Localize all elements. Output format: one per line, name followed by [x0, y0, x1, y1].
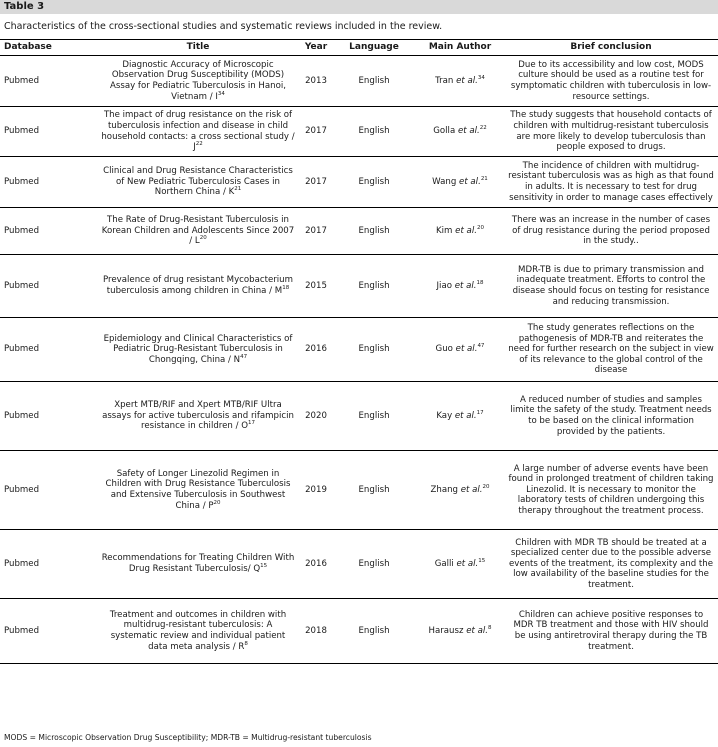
cell-title	[100, 107, 296, 156]
row-rule	[0, 663, 718, 664]
title-text: Epidemiology and Clinical Characteristics of Pediatric Drug-Resistant Tuberculosis in Chongqing, China / N	[103, 333, 293, 365]
cell-author	[412, 56, 508, 106]
conclusion-text: Children with MDR TB should be treated at a specialized center due to the possible adverse events of the treatment, its complexity and the low availability of the baseline studies for the treatment.	[508, 537, 714, 590]
title-reference: 18	[282, 285, 290, 292]
table-caption: Characteristics of the cross-sectional studies and systematic reviews included in the review.	[4, 21, 443, 32]
conclusion-text: Due to its accessibility and low cost, MODS culture should be used as a routine test for symptomatic children with tuberculosis in low-resource settings.	[510, 59, 712, 102]
author-text	[436, 411, 483, 422]
language-text: English	[358, 126, 390, 137]
year-text: 2019	[305, 484, 327, 495]
year-text: 2017	[305, 126, 327, 137]
author-text	[437, 281, 484, 292]
year-text: 2017	[305, 225, 327, 236]
author-name: Kim	[436, 225, 456, 236]
cell-author	[412, 208, 508, 254]
cell-database	[4, 451, 90, 529]
cell-year	[296, 530, 336, 598]
year-text: 2020	[305, 410, 327, 421]
cell-conclusion	[508, 530, 714, 598]
author-text	[436, 344, 485, 355]
title-reference: 15	[260, 563, 268, 570]
language-text: English	[358, 344, 390, 355]
author-etal: et al.	[455, 225, 477, 236]
conclusion-text: MDR-TB is due to primary transmission and inadequate treatment. Efforts to control the disease should focus on testing for resistance and reducing transmission.	[512, 264, 710, 307]
title-reference: 34	[217, 90, 225, 97]
cell-conclusion	[508, 208, 714, 254]
database-text: Pubmed	[4, 126, 40, 137]
author-text	[435, 559, 486, 570]
database-text: Pubmed	[4, 625, 40, 636]
database-text: Pubmed	[4, 558, 40, 569]
cell-database	[4, 318, 90, 381]
title-text	[100, 215, 296, 247]
table-footnote: MODS = Microscopic Observation Drug Susceptibility; MDR-TB = Multidrug-resistant tuberculosis	[4, 733, 372, 742]
author-reference: 8	[487, 624, 492, 631]
cell-database	[4, 157, 90, 207]
cell-title	[100, 530, 296, 598]
year-text: 2017	[305, 176, 327, 187]
cell-database	[4, 255, 90, 317]
database-text: Pubmed	[4, 176, 40, 187]
title-text	[100, 469, 296, 511]
database-text: Pubmed	[4, 344, 40, 355]
year-text: 2018	[305, 625, 327, 636]
database-text: Pubmed	[4, 484, 40, 495]
language-text: English	[358, 410, 390, 421]
author-text	[435, 76, 485, 87]
language-text: English	[358, 75, 390, 86]
cell-title	[100, 599, 296, 663]
title-text: Recommendations for Treating Children With Drug Resistant Tuberculosis/ Q	[101, 553, 295, 574]
cell-conclusion	[508, 318, 714, 381]
author-name: Kay	[436, 410, 455, 421]
author-reference: 22	[479, 125, 487, 132]
table-label: Table 3	[0, 0, 718, 14]
cell-language	[336, 56, 412, 106]
author-etal: et al.	[460, 484, 483, 495]
database-text: Pubmed	[4, 225, 40, 236]
title-text: Treatment and outcomes in children with multidrug-resistant tuberculosis: A systematic review and individual patient data meta analysis / R	[109, 609, 287, 652]
cell-conclusion	[508, 599, 714, 663]
cell-author	[412, 382, 508, 450]
author-name: Harausz	[428, 625, 467, 636]
cell-title	[100, 157, 296, 207]
author-text	[432, 177, 488, 188]
author-name: Zhang	[430, 484, 461, 495]
title-text: Clinical and Drug Resistance Characteristics of New Pediatric Tuberculosis Cases in Northern China / K	[103, 166, 293, 198]
cell-year	[296, 599, 336, 663]
author-reference: 47	[477, 343, 485, 350]
author-etal: et al.	[457, 126, 480, 137]
cell-year	[296, 56, 336, 106]
title-text: The impact of drug resistance on the risk of tuberculosis infection and disease in child household contacts: a cross sectional study / J	[101, 110, 295, 153]
cell-year	[296, 318, 336, 381]
author-name: Galli	[434, 558, 457, 569]
language-text: English	[358, 484, 390, 495]
cell-author	[412, 530, 508, 598]
title-text: The Rate of Drug-Resistant Tuberculosis in Korean Children and Adolescents Since 2007 / L	[101, 215, 295, 247]
cell-language	[336, 255, 412, 317]
title-reference: 20	[213, 499, 221, 506]
cell-database	[4, 107, 90, 156]
language-text: English	[358, 280, 390, 291]
cell-year	[296, 451, 336, 529]
title-text: Prevalence of drug resistant Mycobacterium tuberculosis among children in China / M	[103, 275, 293, 296]
database-text: Pubmed	[4, 280, 40, 291]
cell-conclusion	[508, 451, 714, 529]
cell-author	[412, 255, 508, 317]
header-year: Year	[304, 41, 328, 52]
author-name: Golla	[433, 126, 458, 137]
cell-title	[100, 451, 296, 529]
title-reference: 17	[247, 420, 255, 427]
header-title: Title	[186, 41, 210, 52]
cell-database	[4, 599, 90, 663]
cell-language	[336, 451, 412, 529]
author-reference: 18	[476, 279, 484, 286]
title-reference: 22	[195, 141, 203, 148]
cell-language	[336, 318, 412, 381]
author-etal: et al.	[454, 410, 477, 421]
cell-language	[336, 382, 412, 450]
cell-year	[296, 382, 336, 450]
title-reference: 47	[240, 353, 248, 360]
title-reference: 20	[199, 235, 207, 242]
title-text	[100, 275, 296, 296]
cell-author	[412, 318, 508, 381]
title-text: Xpert MTB/RIF and Xpert MTB/RIF Ultra assays for active tuberculosis and rifampicin resistance in children / O	[102, 400, 294, 432]
header-language: Language	[349, 41, 399, 52]
cell-author	[412, 599, 508, 663]
author-text	[433, 126, 486, 137]
author-reference: 17	[476, 409, 484, 416]
author-etal: et al.	[455, 344, 478, 355]
author-etal: et al.	[454, 280, 477, 291]
cell-year	[296, 157, 336, 207]
author-etal: et al.	[456, 75, 478, 86]
header-author: Main Author	[428, 41, 492, 52]
author-name: Jiao	[436, 280, 455, 291]
cell-conclusion	[508, 382, 714, 450]
author-reference: 21	[480, 175, 488, 182]
author-name: Wang	[432, 176, 460, 187]
language-text: English	[358, 176, 390, 187]
conclusion-text: The study generates reflections on the pathogenesis of MDR-TB and reiterates the need for further research on the subject in view of its relevance to the global control of the disease	[508, 323, 714, 376]
conclusion-text: A reduced number of studies and samples limite the safety of the study. Treatment needs to be based on the clinical information provided by the patients.	[510, 394, 712, 437]
conclusion-text: The incidence of children with multidrug-resistant tuberculosis was as high as that found in adults. It is necessary to test for drug sensitivity in order to manage cases effectively	[508, 160, 714, 203]
title-text	[100, 610, 296, 652]
conclusion-text: Children can achieve positive responses to MDR TB treatment and those with HIV should be using antiretroviral therapy during the TB treatment.	[513, 609, 709, 652]
author-etal: et al.	[459, 176, 481, 187]
title-text	[100, 166, 296, 198]
title-reference: 21	[234, 186, 242, 193]
cell-title	[100, 318, 296, 381]
year-text: 2015	[305, 280, 327, 291]
cell-title	[100, 382, 296, 450]
author-name: Guo	[435, 344, 456, 355]
cell-title	[100, 208, 296, 254]
author-text	[430, 485, 489, 496]
year-text: 2013	[305, 75, 327, 86]
title-text: Diagnostic Accuracy of Microscopic Observation Drug Susceptibility (MODS) Assay for Pediatric Tuberculosis in Hanoi, Vietnam / I	[110, 59, 286, 102]
cell-language	[336, 208, 412, 254]
conclusion-text: The study suggests that household contacts of children with multidrug-resistant tuberculosis are more likely to develop tuberculosis than people exposed to drugs.	[510, 110, 712, 153]
cell-language	[336, 107, 412, 156]
header-database: Database	[4, 41, 52, 52]
cell-author	[412, 107, 508, 156]
author-reference: 34	[477, 74, 485, 81]
language-text: English	[358, 225, 390, 236]
language-text: English	[358, 625, 390, 636]
title-text: Safety of Longer Linezolid Regimen in Children with Drug Resistance Tuberculosis and Extensive Tuberculosis in Southwest China / P	[105, 468, 291, 511]
author-etal: et al.	[456, 558, 479, 569]
database-text: Pubmed	[4, 75, 40, 86]
author-name: Tran	[435, 75, 457, 86]
cell-author	[412, 157, 508, 207]
cell-conclusion	[508, 255, 714, 317]
cell-title	[100, 255, 296, 317]
cell-year	[296, 255, 336, 317]
author-reference: 15	[478, 557, 486, 564]
cell-conclusion	[508, 157, 714, 207]
cell-year	[296, 107, 336, 156]
database-text: Pubmed	[4, 410, 40, 421]
year-text: 2016	[305, 558, 327, 569]
title-text	[100, 110, 296, 152]
cell-conclusion	[508, 56, 714, 106]
cell-conclusion	[508, 107, 714, 156]
author-reference: 20	[482, 483, 490, 490]
conclusion-text: A large number of adverse events have been found in prolonged treatment of children taking Linezolid. It is necessary to monitor the laboratory tests of children undergoing this therapy throughout the treatment process.	[508, 463, 714, 516]
author-reference: 20	[476, 224, 484, 231]
title-text	[100, 553, 296, 574]
title-text	[100, 400, 296, 432]
conclusion-text: There was an increase in the number of cases of drug resistance during the period proposed in the study..	[511, 215, 711, 247]
author-text	[429, 626, 492, 637]
year-text: 2016	[305, 344, 327, 355]
cell-language	[336, 157, 412, 207]
title-text	[100, 334, 296, 366]
cell-year	[296, 208, 336, 254]
cell-database	[4, 208, 90, 254]
cell-database	[4, 530, 90, 598]
cell-author	[412, 451, 508, 529]
header-conclusion: Brief conclusion	[570, 41, 652, 52]
cell-database	[4, 56, 90, 106]
author-etal: et al.	[466, 625, 488, 636]
title-text	[100, 60, 296, 102]
author-text	[436, 226, 484, 237]
cell-title	[100, 56, 296, 106]
title-reference: 8	[244, 640, 248, 647]
language-text: English	[358, 558, 390, 569]
cell-language	[336, 530, 412, 598]
cell-database	[4, 382, 90, 450]
cell-language	[336, 599, 412, 663]
